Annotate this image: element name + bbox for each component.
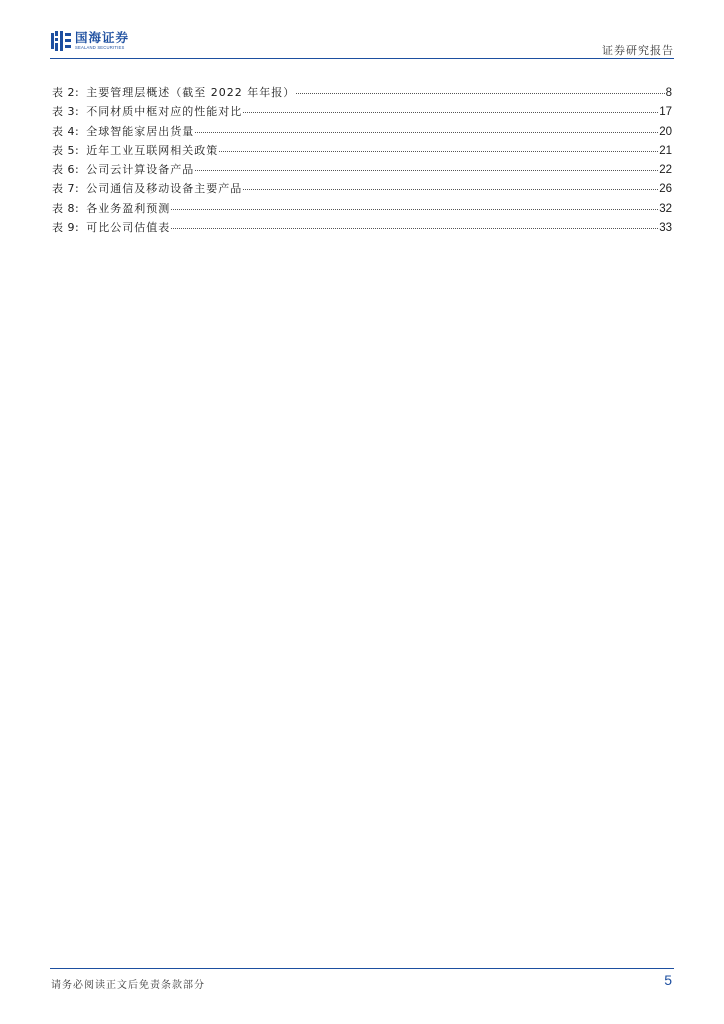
toc-entry[interactable] [52,180,672,199]
toc-entry-number: 表 5: [52,143,80,157]
sealand-logo-icon [50,30,72,52]
toc-entry-page: 8 [665,87,672,99]
toc-leader-dots [296,85,664,94]
toc-entry-number: 表 6: [52,163,80,177]
page-number: 5 [664,972,672,988]
toc-entry-title: 各业务盈利预测 [86,201,171,215]
toc-entry[interactable] [52,200,672,219]
header-divider [50,58,674,59]
toc-entry[interactable] [52,103,672,122]
toc-entry-title: 全球智能家居出货量 [86,124,195,138]
toc-leader-dots [171,201,658,210]
toc-entry-title: 不同材质中框对应的性能对比 [86,105,243,119]
logo-english-name: SEALAND SECURITIES [75,45,125,51]
footer-disclaimer: 请务必阅读正文后免责条款部分 [51,980,205,991]
toc-entry-title: 公司云计算设备产品 [86,163,195,177]
table-of-tables [52,84,672,238]
toc-entry-page: 26 [659,183,672,196]
toc-leader-dots [243,181,658,190]
toc-entry-number: 表 7: [52,182,80,196]
page-header [50,28,674,60]
toc-entry-title: 近年工业互联网相关政策 [86,143,219,157]
toc-entry-page: 22 [659,164,672,177]
toc-leader-dots [219,143,658,152]
toc-leader-dots [195,124,658,133]
toc-entry-page: 33 [659,222,672,235]
logo-chinese-name: 国海证券 [75,29,130,45]
toc-entry-number: 表 8: [52,201,80,215]
toc-entry-page: 32 [659,202,672,215]
toc-leader-dots [171,220,658,229]
toc-entry[interactable] [52,84,672,103]
company-logo [50,30,129,52]
report-type-label: 证券研究报告 [602,44,674,57]
toc-entry-title: 主要管理层概述（截至 2022 年年报） [86,86,296,99]
toc-entry[interactable] [52,161,672,180]
toc-entry[interactable] [52,123,672,142]
toc-leader-dots [243,104,658,113]
toc-entry[interactable] [52,219,672,238]
footer-divider [50,968,674,969]
toc-entry-page: 21 [659,144,672,157]
toc-leader-dots [195,162,658,171]
toc-entry-number: 表 3: [52,105,80,119]
toc-entry-title: 可比公司估值表 [86,221,171,235]
toc-entry-title: 公司通信及移动设备主要产品 [86,182,243,196]
toc-entry-number: 表 4: [52,124,80,138]
toc-entry[interactable] [52,142,672,161]
toc-entry-page: 20 [659,125,672,138]
toc-entry-page: 17 [659,106,672,119]
toc-entry-number: 表 2: [52,86,80,99]
toc-entry-number: 表 9: [52,221,80,235]
